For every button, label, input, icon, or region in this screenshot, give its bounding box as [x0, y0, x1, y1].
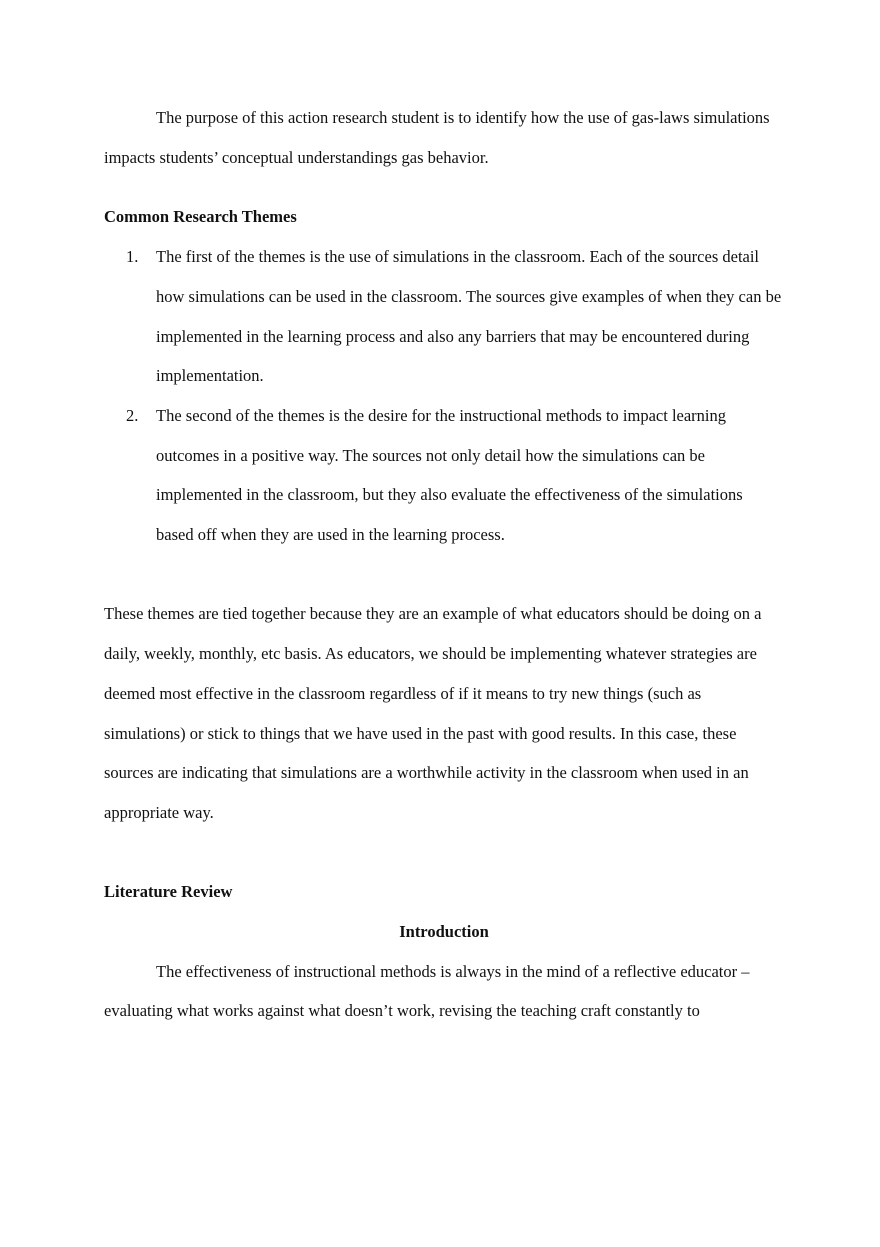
theme-number: 1.	[126, 247, 139, 267]
introduction-paragraph: The effectiveness of instructional methods is always in the mind of a reflective educator – evaluating what works against what doesn’t work, revising the teaching craft constantly to	[104, 961, 750, 1021]
spacer	[104, 833, 784, 873]
intro-paragraph: The purpose of this action research student is to identify how the use of gas-laws simulations impacts students’ conceptual understandings gas behavior.	[104, 108, 770, 167]
theme-number: 2.	[126, 405, 139, 425]
common-themes-heading: Common Research Themes	[104, 207, 297, 227]
theme-item	[104, 396, 784, 555]
themes-list	[104, 237, 784, 555]
summary-paragraph: These themes are tied together because they are an example of what educators should be doing on a daily, weekly, monthly, etc basis. As educators, we should be implementing whatever strategies are deemed most effective in the classroom regardless of if it means to try new things (such as simulations) or stick to things that we have used in the past with good results. In this case, these sources are indicating that simulations are a worthwhile activity in the classroom when used in an appropriate way.	[104, 604, 762, 822]
theme-text: The first of the themes is the use of simulations in the classroom. Each of the sources detail how simulations can be used in the classroom. The sources give examples of when they can be implemented in the learning process and also any barriers that may be encountered during implementation.	[156, 247, 782, 386]
introduction-heading: Introduction	[399, 922, 489, 942]
spacer	[104, 555, 784, 595]
literature-review-heading: Literature Review	[104, 882, 233, 902]
theme-text: The second of the themes is the desire for the instructional methods to impact learning outcomes in a positive way. The sources not only detail how the simulations can be implemented in the classroom, but they also evaluate the effectiveness of the simulations based off when they are used in the learning process.	[156, 405, 743, 545]
spacer	[104, 177, 784, 197]
document-body	[104, 98, 784, 1031]
theme-item	[104, 237, 784, 396]
